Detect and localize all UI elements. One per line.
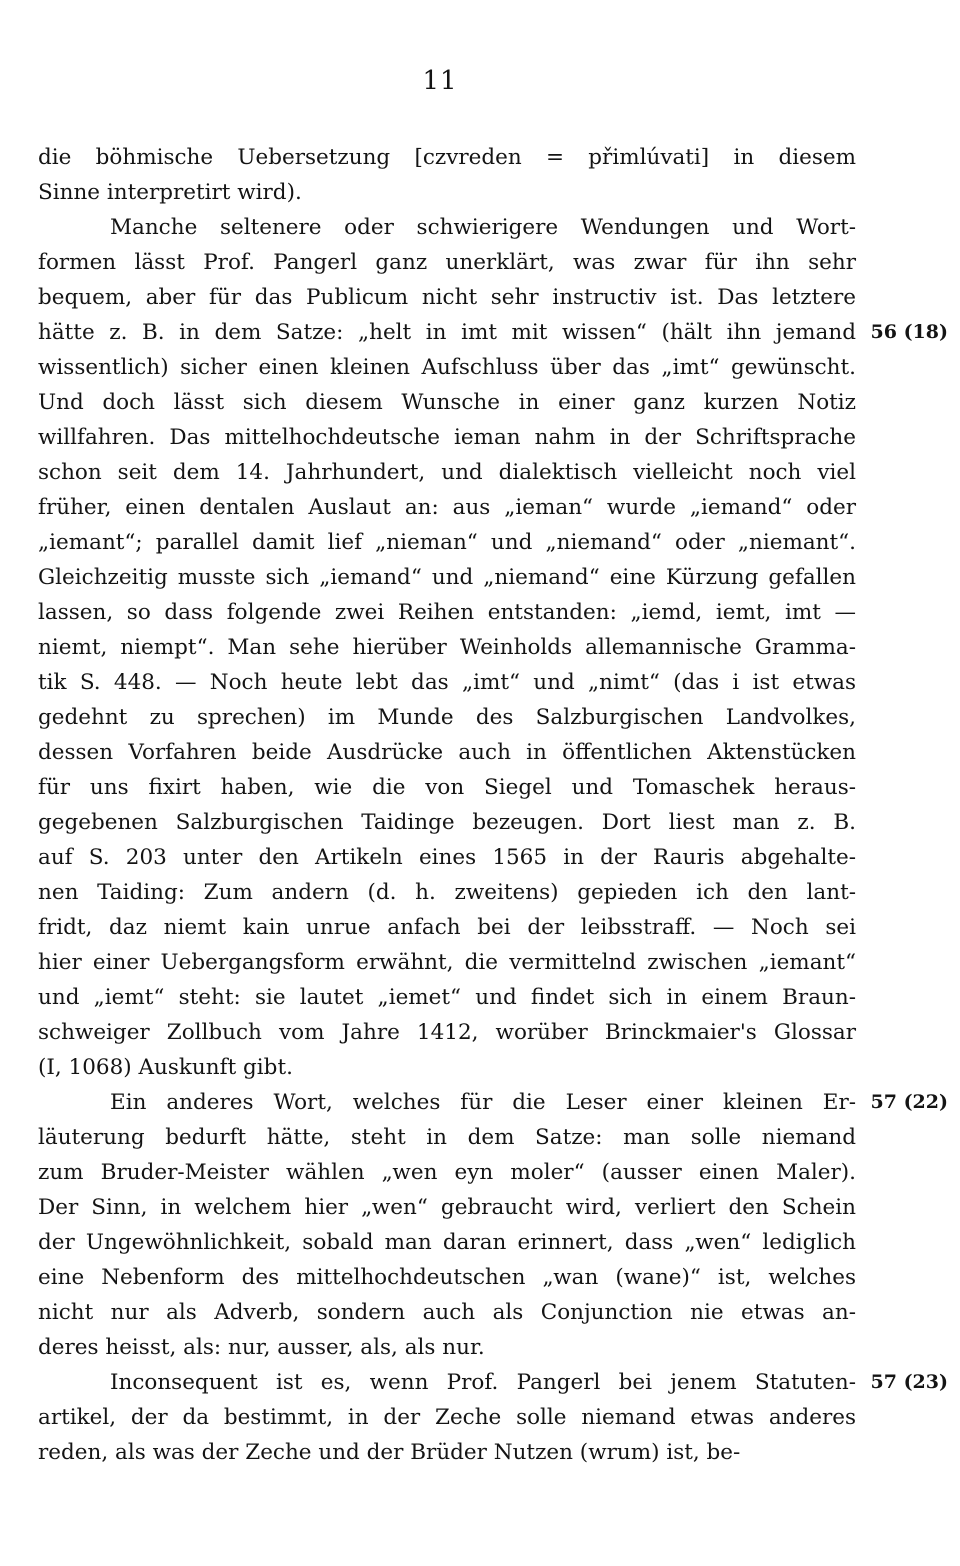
text-line: Gleichzeitig musste sich „iemand“ und „niemand“ eine Kürzung gefallen: [38, 565, 856, 590]
text-line: eine Nebenform des mittelhochdeutschen „wan (wane)“ ist, welches: [38, 1265, 856, 1290]
text-line: Inconsequent ist es, wenn Prof. Pangerl bei jenem Statuten-: [110, 1370, 856, 1395]
text-line: gedehnt zu sprechen) im Munde des Salzburgischen Landvolkes,: [38, 705, 856, 730]
text-line: hätte z. B. in dem Satze: „helt in imt mit wissen“ (hält ihn jemand: [38, 320, 856, 345]
text-line: Der Sinn, in welchem hier „wen“ gebraucht wird, verliert den Schein: [38, 1195, 856, 1220]
text-line: bequem, aber für das Publicum nicht sehr instructiv ist. Das letztere: [38, 285, 856, 310]
text-line: für uns fixirt haben, wie die von Siegel und Tomaschek heraus-: [38, 775, 856, 800]
text-line: auf S. 203 unter den Artikeln eines 1565 in der Rauris abgehalte-: [38, 845, 856, 870]
text-line: die böhmische Uebersetzung [czvreden = přimlúvati] in diesem: [38, 145, 856, 170]
text-line: schweiger Zollbuch vom Jahre 1412, worüber Brinckmaier's Glossar: [38, 1020, 856, 1045]
text-line: hier einer Uebergangsform erwähnt, die vermittelnd zwischen „iemant“: [38, 950, 856, 975]
text-line: formen lässt Prof. Pangerl ganz unerklärt, was zwar für ihn sehr: [38, 250, 856, 275]
text-line: nicht nur als Adverb, sondern auch als Conjunction nie etwas an-: [38, 1300, 856, 1325]
text-line: zum Bruder-Meister wählen „wen eyn moler“ (ausser einen Maler).: [38, 1160, 856, 1185]
text-line: Sinne interpretirt wird).: [38, 180, 302, 205]
text-line: deres heisst, als: nur, ausser, als, als nur.: [38, 1335, 485, 1360]
text-line: tik S. 448. — Noch heute lebt das „imt“ und „nimt“ (das i ist etwas: [38, 670, 856, 695]
text-line: Und doch lässt sich diesem Wunsche in einer ganz kurzen Notiz: [38, 390, 856, 415]
text-line: (I, 1068) Auskunft gibt.: [38, 1055, 293, 1080]
margin-reference: 56 (18): [870, 321, 948, 343]
text-line: artikel, der da bestimmt, in der Zeche solle niemand etwas anderes: [38, 1405, 856, 1430]
margin-reference: 57 (22): [870, 1091, 948, 1113]
text-line: der Ungewöhnlichkeit, sobald man daran erinnert, dass „wen“ lediglich: [38, 1230, 856, 1255]
page-number: 11: [422, 66, 458, 96]
text-line: dessen Vorfahren beide Ausdrücke auch in öffentlichen Aktenstücken: [38, 740, 856, 765]
text-line: und „iemt“ steht: sie lautet „iemet“ und findet sich in einem Braun-: [38, 985, 856, 1010]
text-line: Ein anderes Wort, welches für die Leser einer kleinen Er-: [110, 1090, 856, 1115]
text-line: willfahren. Das mittelhochdeutsche ieman nahm in der Schriftsprache: [38, 425, 856, 450]
margin-reference: 57 (23): [870, 1371, 948, 1393]
body-text: [38, 140, 856, 1470]
text-line: nen Taiding: Zum andern (d. h. zweitens) gepieden ich den lant-: [38, 880, 856, 905]
text-line: fridt, daz niemt kain unrue anfach bei der leibsstraff. — Noch sei: [38, 915, 856, 940]
text-line: Manche seltenere oder schwierigere Wendungen und Wort-: [110, 215, 856, 240]
text-line: schon seit dem 14. Jahrhundert, und dialektisch vielleicht noch viel: [38, 460, 856, 485]
text-line: niemt, niempt“. Man sehe hierüber Weinholds allemannische Gramma-: [38, 635, 856, 660]
text-line: früher, einen dentalen Auslaut an: aus „ieman“ wurde „iemand“ oder: [38, 495, 856, 520]
text-line: lassen, so dass folgende zwei Reihen entstanden: „iemd, iemt, imt —: [38, 600, 856, 625]
text-line: gegebenen Salzburgischen Taidinge bezeugen. Dort liest man z. B.: [38, 810, 856, 835]
text-line: läuterung bedurft hätte, steht in dem Satze: man solle niemand: [38, 1125, 856, 1150]
text-line: reden, als was der Zeche und der Brüder Nutzen (wrum) ist, be-: [38, 1440, 741, 1465]
text-line: wissentlich) sicher einen kleinen Aufschluss über das „imt“ gewünscht.: [38, 355, 856, 380]
text-line: „iemant“; parallel damit lief „nieman“ und „niemand“ oder „niemant“.: [38, 530, 856, 555]
